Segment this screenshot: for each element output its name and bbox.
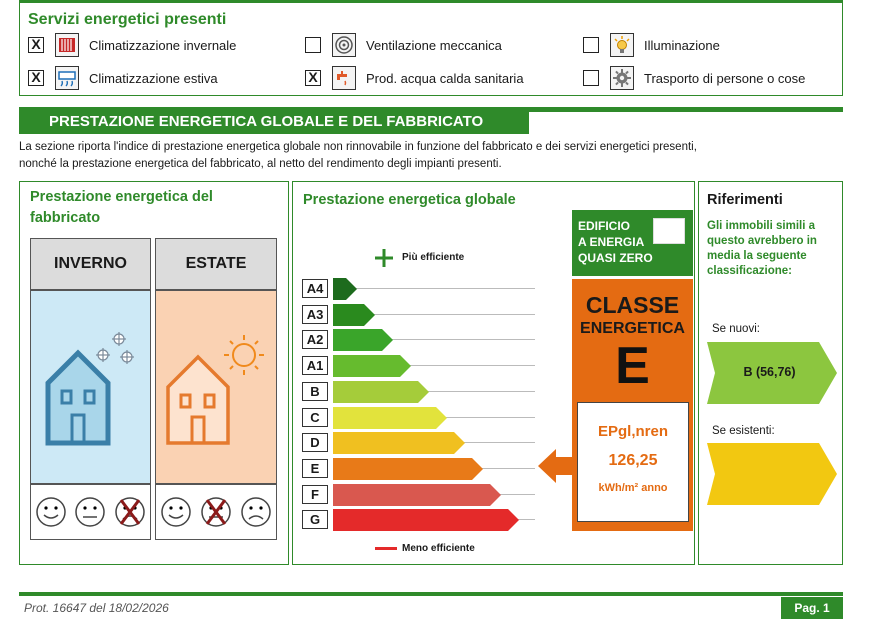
riferimenti-description-line: classificazione: bbox=[707, 265, 793, 277]
section-description-line: La sezione riporta l'indice di prestazione energetica globale non rinnovabile in funzione del fabbricato e dei servizi energetici presenti, bbox=[19, 141, 697, 153]
class-label-d: D bbox=[302, 433, 328, 452]
class-label-a1: A1 bbox=[302, 356, 328, 375]
neutral-face-selected-icon bbox=[200, 496, 232, 528]
lightbulb-icon bbox=[610, 33, 634, 57]
sun-icon bbox=[224, 335, 264, 375]
ep-label: EPgl,nren bbox=[597, 423, 668, 440]
service-label-climatizzazione-invernale: Climatizzazione invernale bbox=[89, 38, 237, 53]
ep-index-box bbox=[577, 402, 689, 522]
footer-divider bbox=[19, 592, 843, 596]
checkbox-climatizzazione-invernale[interactable]: X bbox=[28, 37, 44, 53]
house-cold-icon bbox=[48, 353, 108, 443]
energy-class-letter: E bbox=[615, 337, 650, 395]
class-bar-g bbox=[333, 509, 519, 531]
energy-class-title: CLASSE bbox=[585, 292, 680, 318]
riferimenti-description-line: media la seguente bbox=[707, 250, 807, 262]
current-class-arrow bbox=[538, 447, 576, 490]
page-number: Pag. 1 bbox=[781, 597, 843, 619]
class-label-a2: A2 bbox=[302, 330, 328, 349]
neutral-face-icon bbox=[74, 496, 106, 528]
class-bar-b bbox=[333, 381, 429, 403]
class-bar-c bbox=[333, 407, 447, 429]
snowflake-icon bbox=[96, 332, 134, 364]
winter-illustration bbox=[30, 290, 151, 484]
service-label-acqua-calda-sanitaria: Prod. acqua calda sanitaria bbox=[366, 71, 524, 86]
new-buildings-value: B (56,76) bbox=[743, 365, 796, 379]
existing-buildings-arrow bbox=[707, 443, 837, 510]
class-label-a4: A4 bbox=[302, 279, 328, 298]
class-label-g: G bbox=[302, 510, 328, 529]
gear-icon bbox=[610, 66, 634, 90]
section-title: PRESTAZIONE ENERGETICA GLOBALE E DEL FABBRICATO bbox=[19, 110, 529, 134]
less-efficient-label: Meno efficiente bbox=[402, 543, 475, 554]
service-label-ventilazione-meccanica: Ventilazione meccanica bbox=[366, 38, 502, 53]
class-bar-f bbox=[333, 484, 501, 506]
plus-icon bbox=[373, 247, 395, 274]
section-description bbox=[19, 139, 849, 173]
ep-value: 126,25 bbox=[608, 452, 658, 469]
checkbox-acqua-calda-sanitaria[interactable]: X bbox=[305, 70, 321, 86]
fabbricato-title-line: Prestazione energetica del bbox=[30, 189, 213, 205]
section-description-line: nonché la prestazione energetica del fabbricato, al netto del rendimento degli impianti presenti. bbox=[19, 158, 502, 170]
house-warm-icon bbox=[168, 357, 228, 443]
happy-face-icon bbox=[35, 496, 67, 528]
winter-rating-row bbox=[30, 484, 151, 540]
service-label-climatizzazione-estiva: Climatizzazione estiva bbox=[89, 71, 218, 86]
class-guide-line bbox=[333, 288, 535, 289]
checkbox-climatizzazione-estiva[interactable]: X bbox=[28, 70, 44, 86]
summer-illustration bbox=[155, 290, 277, 484]
class-bar-a4 bbox=[333, 278, 357, 300]
air-conditioner-icon bbox=[55, 66, 79, 90]
minus-icon bbox=[375, 547, 397, 550]
new-buildings-label: Se nuovi: bbox=[712, 323, 760, 335]
class-bar-a3 bbox=[333, 304, 375, 326]
service-label-illuminazione: Illuminazione bbox=[644, 38, 720, 53]
protocol-number: Prot. 16647 del 18/02/2026 bbox=[24, 601, 169, 615]
ep-unit: kWh/m² anno bbox=[598, 482, 668, 494]
class-bar-a2 bbox=[333, 329, 393, 351]
services-title: Servizi energetici presenti bbox=[28, 11, 227, 28]
happy-face-icon bbox=[160, 496, 192, 528]
checkbox-ventilazione-meccanica[interactable] bbox=[305, 37, 321, 53]
riferimenti-description-line: Gli immobili simili a bbox=[707, 220, 815, 232]
summer-label: ESTATE bbox=[155, 238, 277, 290]
existing-buildings-label: Se esistenti: bbox=[712, 425, 775, 437]
energy-class-subtitle: ENERGETICA bbox=[580, 320, 685, 337]
globale-title: Prestazione energetica globale bbox=[303, 192, 516, 208]
service-label-trasporto-persone-cose: Trasporto di persone o cose bbox=[644, 71, 806, 86]
faucet-icon bbox=[332, 66, 356, 90]
class-label-b: B bbox=[302, 382, 328, 401]
class-bar-a1 bbox=[333, 355, 411, 377]
class-label-a3: A3 bbox=[302, 305, 328, 324]
radiator-icon bbox=[55, 33, 79, 57]
more-efficient-label: Più efficiente bbox=[402, 252, 465, 263]
checkbox-illuminazione[interactable] bbox=[583, 37, 599, 53]
nzeb-label-line: EDIFICIO bbox=[578, 219, 631, 233]
class-label-c: C bbox=[302, 408, 328, 427]
riferimenti-description-line: questo avrebbero in bbox=[707, 235, 817, 247]
riferimenti-description bbox=[707, 219, 837, 279]
class-bar-e bbox=[333, 458, 483, 480]
class-label-f: F bbox=[302, 485, 328, 504]
sad-face-icon bbox=[240, 496, 272, 528]
fabbricato-title-line: fabbricato bbox=[30, 210, 101, 226]
nzeb-label-line: A ENERGIA bbox=[578, 235, 645, 249]
class-bar-d bbox=[333, 432, 465, 454]
fan-icon bbox=[332, 33, 356, 57]
fabbricato-title bbox=[30, 187, 213, 229]
class-label-e: E bbox=[302, 459, 328, 478]
summer-rating-row bbox=[155, 484, 277, 540]
winter-label: INVERNO bbox=[30, 238, 151, 290]
nzeb-checkbox[interactable] bbox=[653, 218, 685, 244]
sad-face-selected-icon bbox=[114, 496, 146, 528]
nzeb-label-line: QUASI ZERO bbox=[578, 251, 653, 265]
riferimenti-title: Riferimenti bbox=[707, 192, 783, 208]
checkbox-trasporto-persone-cose[interactable] bbox=[583, 70, 599, 86]
